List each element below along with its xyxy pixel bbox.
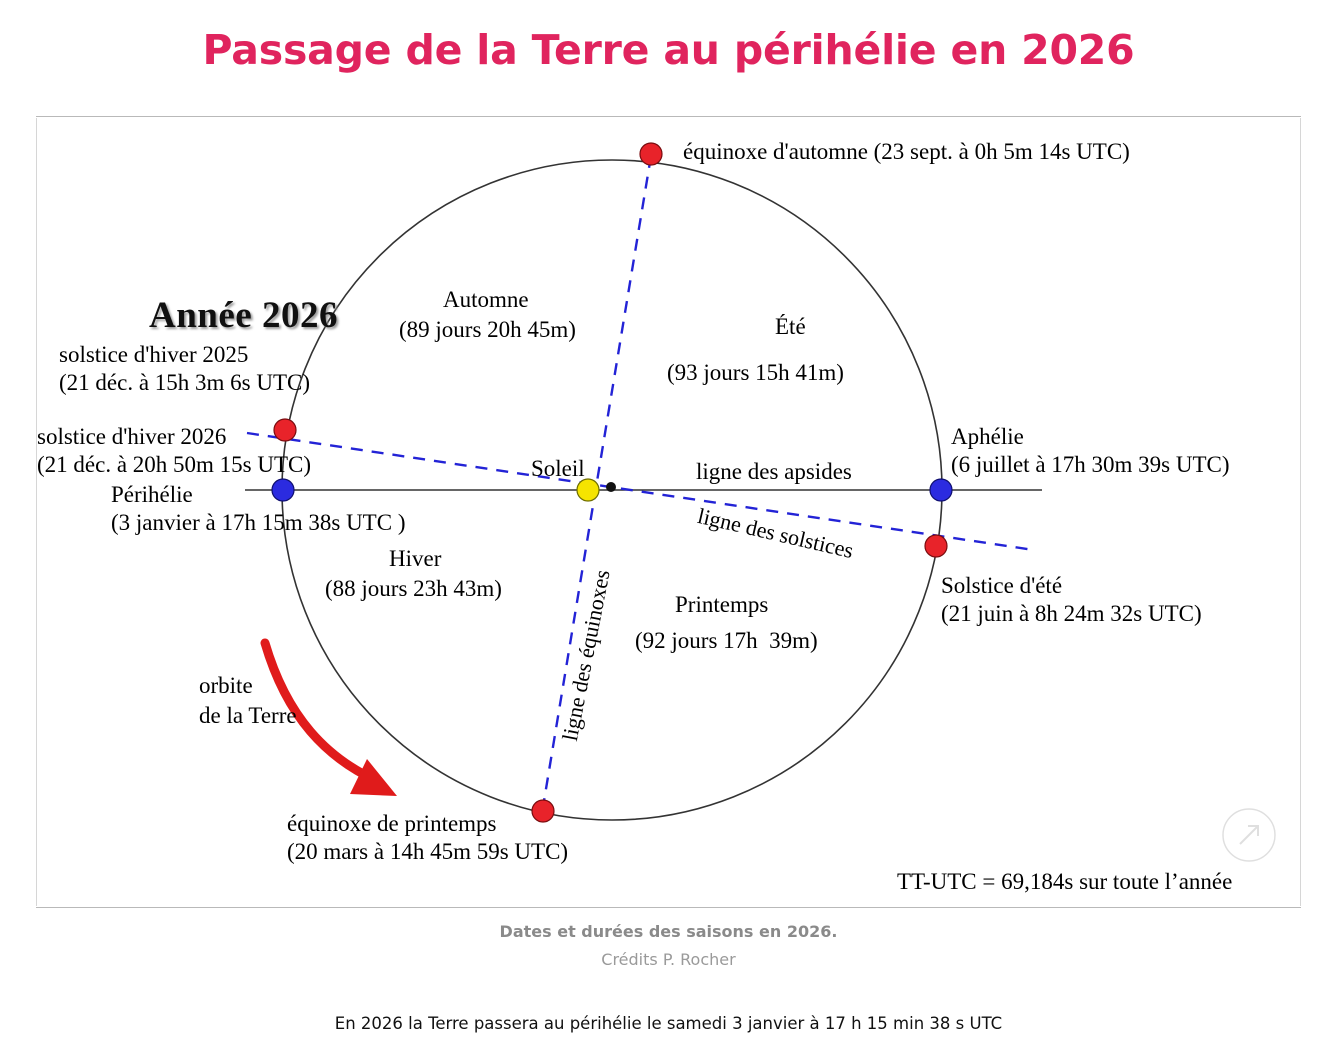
label-ligne-des-apsides: ligne des apsides — [696, 459, 852, 484]
page-title: Passage de la Terre au périhélie en 2026 — [202, 26, 1135, 74]
label-equinoxe-printemps-line2: (20 mars à 14h 45m 59s UTC) — [287, 839, 569, 864]
label-equinoxe-automne: équinoxe d'automne (23 sept. à 0h 5m 14s UTC) — [683, 139, 1130, 164]
label-solstice-ete-line2: (21 juin à 8h 24m 32s UTC) — [941, 601, 1202, 626]
label-solstice-ete-line1: Solstice d'été — [941, 573, 1063, 598]
marker-equinoxe-automne — [640, 143, 662, 165]
marker-perihelie — [272, 479, 294, 501]
center-dot — [606, 482, 616, 492]
marker-equinoxe-printemps — [532, 800, 554, 822]
label-printemps-line1: Printemps — [675, 592, 769, 617]
footer-text: En 2026 la Terre passera au périhélie le samedi 3 janvier à 17 h 15 min 38 s UTC — [334, 1014, 1003, 1033]
marker-solstice-hiver-2025 — [274, 419, 296, 441]
marker-aphelie — [930, 479, 952, 501]
figure-inner — [36, 118, 1301, 906]
label-automne-line2: (89 jours 20h 45m) — [399, 317, 576, 342]
tt-utc-note: TT-UTC = 69,184s sur toute l’année — [897, 869, 1233, 894]
label-perihelie-line1: Périhélie — [111, 482, 193, 507]
label-automne-line1: Automne — [443, 287, 529, 312]
label-aphelie-line2: (6 juillet à 17h 30m 39s UTC) — [951, 452, 1230, 477]
label-perihelie-line2: (3 janvier à 17h 15m 38s UTC ) — [111, 510, 406, 535]
label-aphelie-line1: Aphélie — [951, 424, 1024, 449]
label-soleil: Soleil — [531, 456, 585, 481]
label-ete-line1: Été — [775, 314, 806, 339]
label-printemps-line2: (92 jours 17h 39m) — [635, 628, 818, 653]
expand-icon[interactable] — [1222, 808, 1276, 862]
label-ete-line2: (93 jours 15h 41m) — [667, 360, 844, 385]
label-equinoxe-printemps-line1: équinoxe de printemps — [287, 811, 497, 836]
label-hiver-line1: Hiver — [389, 546, 442, 571]
figure-container — [36, 116, 1301, 908]
year-label: Année 2026 — [149, 295, 338, 336]
label-solstice-hiver-2026-line2: (21 déc. à 20h 50m 15s UTC) — [37, 452, 312, 477]
label-orbite-line2: de la Terre — [199, 703, 297, 728]
figure-credits: Crédits P. Rocher — [601, 950, 736, 969]
label-solstice-hiver-2026-line1: solstice d'hiver 2026 — [37, 424, 227, 449]
label-orbite-line1: orbite — [199, 673, 253, 698]
label-ligne-des-solstices: ligne des solstices — [695, 503, 856, 564]
label-ligne-des-equinoxes: ligne des équinoxes — [557, 567, 615, 743]
figure-caption: Dates et durées des saisons en 2026. — [499, 922, 838, 941]
label-solstice-hiver-2025-line2: (21 déc. à 15h 3m 6s UTC) — [59, 370, 311, 395]
label-hiver-line2: (88 jours 23h 43m) — [325, 576, 502, 601]
marker-solstice-ete — [925, 535, 947, 557]
label-solstice-hiver-2025-line1: solstice d'hiver 2025 — [59, 342, 249, 367]
